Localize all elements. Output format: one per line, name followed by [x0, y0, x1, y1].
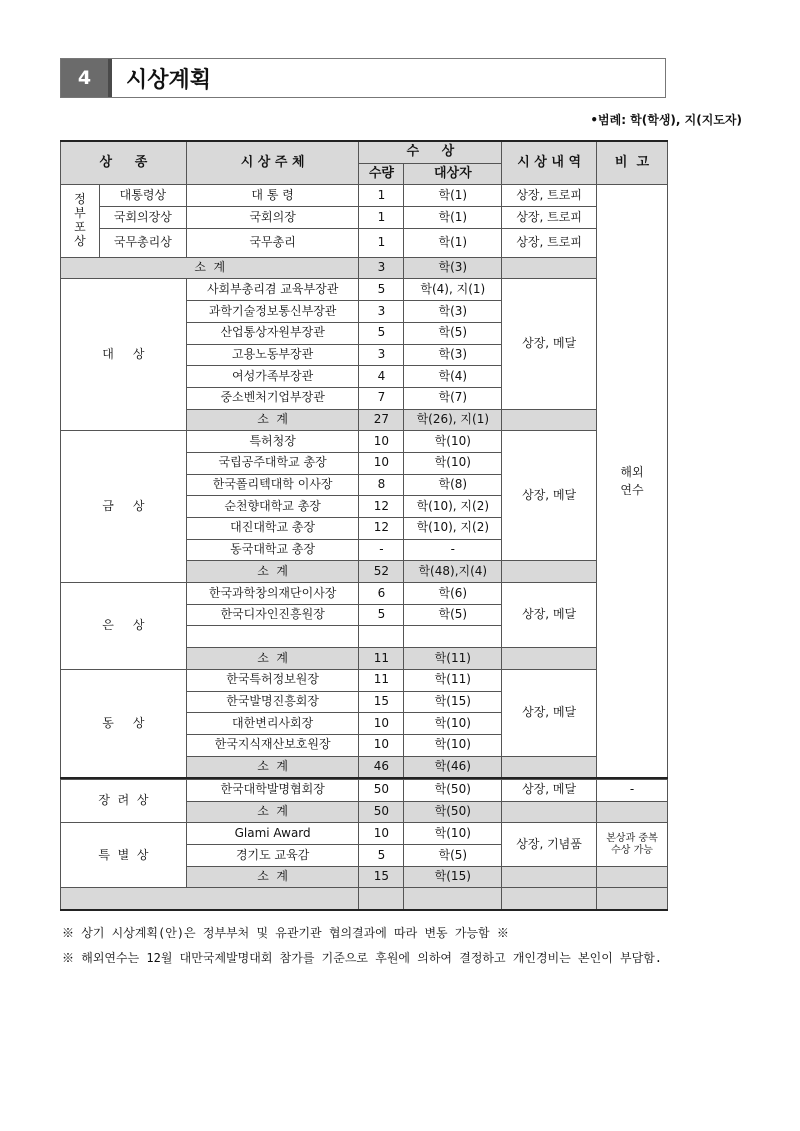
organizer-cell: 동국대학교 총장	[186, 539, 359, 561]
total-row	[61, 888, 668, 910]
target-cell: 학(1)	[404, 185, 502, 207]
award-name: 국회의장상	[99, 207, 186, 229]
footnote: ※ 상기 시상계획(안)은 정부부처 및 유관기관 협의결과에 따라 변동 가능함 ※	[62, 926, 509, 940]
subtotal-qty: 3	[359, 257, 404, 279]
organizer-cell: 경기도 교육감	[186, 845, 359, 867]
quantity-cell: 7	[359, 387, 404, 409]
detail-cell: 상장, 메달	[502, 583, 597, 648]
encourage-category-label: 장 려 상	[61, 780, 187, 823]
detail-cell: 상장, 트로피	[502, 228, 597, 257]
organizer-cell: 대 통 령	[186, 185, 359, 207]
table-row	[61, 207, 668, 229]
quantity-cell: 5	[359, 845, 404, 867]
target-cell: -	[404, 539, 502, 561]
target-cell: 학(10), 지(2)	[404, 518, 502, 540]
quantity-cell: 10	[359, 452, 404, 474]
subtotal-target: 학(46)	[404, 756, 502, 778]
subtotal-label: 소 계	[186, 561, 359, 583]
target-cell: 학(8)	[404, 474, 502, 496]
quantity-cell: 50	[359, 780, 404, 802]
detail-cell: 상장, 메달	[502, 780, 597, 802]
footnote: ※ 해외연수는 12월 대만국제발명대회 참가를 기준으로 후원에 의하여 결정하고 개인경비는 본인이 부담함.	[62, 951, 663, 965]
subtotal-qty: 11	[359, 648, 404, 670]
header-remarks: 비 고	[597, 141, 668, 185]
detail-cell: 상장, 메달	[502, 431, 597, 561]
detail-cell: 상장, 트로피	[502, 207, 597, 229]
organizer-cell: 한국과학창의재단이사장	[186, 583, 359, 605]
subtotal-detail	[502, 801, 597, 823]
quantity-cell: 12	[359, 518, 404, 540]
quantity-cell: 5	[359, 604, 404, 626]
subtotal-remark	[596, 801, 667, 823]
target-cell: 학(10)	[404, 452, 502, 474]
target-cell: 학(1)	[404, 228, 502, 257]
subtotal-label: 소 계	[61, 257, 359, 279]
quantity-cell: 1	[359, 207, 404, 229]
subtotal-qty: 46	[359, 756, 404, 778]
footnotes	[62, 921, 662, 971]
quantity-cell: 3	[359, 301, 404, 323]
detail-cell: 상장, 메달	[502, 669, 597, 756]
subtotal-qty: 27	[359, 409, 404, 431]
total-detail	[502, 888, 597, 910]
remark-cell: -	[596, 780, 667, 802]
organizer-cell	[186, 626, 359, 648]
header-quantity: 수량	[359, 163, 404, 185]
table-row	[61, 279, 668, 301]
quantity-cell	[359, 626, 404, 648]
target-cell: 학(10)	[404, 713, 502, 735]
header-awardees: 수 상	[359, 141, 502, 163]
subtotal-row	[61, 257, 668, 279]
subtotal-detail	[502, 866, 597, 888]
quantity-cell: 15	[359, 691, 404, 713]
subtotal-qty: 50	[359, 801, 404, 823]
remark-overseas: 해외 연수	[597, 185, 668, 778]
organizer-cell: 순천향대학교 총장	[186, 496, 359, 518]
subtotal-detail	[502, 409, 597, 431]
subtotal-target: 학(26), 지(1)	[404, 409, 502, 431]
special-category-label: 특 별 상	[61, 823, 187, 888]
bronze-category-label: 동 상	[61, 669, 187, 778]
organizer-cell: 여성가족부장관	[186, 366, 359, 388]
subtotal-qty: 15	[359, 866, 404, 888]
subtotal-detail	[502, 561, 597, 583]
remark-cell: 본상과 중복 수상 가능	[596, 823, 667, 866]
section-number: 4	[61, 59, 108, 97]
target-cell: 학(10)	[404, 823, 502, 845]
target-cell: 학(50)	[404, 780, 502, 802]
organizer-cell: 한국폴리텍대학 이사장	[186, 474, 359, 496]
target-cell: 학(6)	[404, 583, 502, 605]
table-row	[61, 431, 668, 453]
organizer-cell: 한국발명진흥회장	[186, 691, 359, 713]
target-cell: 학(1)	[404, 207, 502, 229]
organizer-cell: 대진대학교 총장	[186, 518, 359, 540]
award-name: 국무총리상	[99, 228, 186, 257]
organizer-cell: 과학기술정보통신부장관	[186, 301, 359, 323]
target-cell: 학(4), 지(1)	[404, 279, 502, 301]
quantity-cell: 4	[359, 366, 404, 388]
quantity-cell: 6	[359, 583, 404, 605]
subtotal-target: 학(15)	[404, 866, 502, 888]
quantity-cell: 5	[359, 279, 404, 301]
detail-cell: 상장, 트로피	[502, 185, 597, 207]
organizer-cell: 고용노동부장관	[186, 344, 359, 366]
award-plan-table-lower	[60, 779, 668, 911]
subtotal-label: 소 계	[186, 409, 359, 431]
legend: •범례: 학(학생), 지(지도자)	[590, 113, 742, 127]
table-row	[61, 228, 668, 257]
total-remark	[596, 888, 667, 910]
quantity-cell: 10	[359, 431, 404, 453]
quantity-cell: 11	[359, 669, 404, 691]
target-cell: 학(5)	[404, 322, 502, 344]
quantity-cell: 8	[359, 474, 404, 496]
target-cell: 학(3)	[404, 344, 502, 366]
subtotal-qty: 52	[359, 561, 404, 583]
subtotal-target: 학(50)	[404, 801, 502, 823]
quantity-cell: 12	[359, 496, 404, 518]
target-cell: 학(10)	[404, 431, 502, 453]
section-title: 시상계획	[126, 67, 212, 93]
organizer-cell: 한국대학발명협회장	[186, 780, 359, 802]
subtotal-label: 소 계	[186, 756, 359, 778]
header-organizer: 시 상 주 체	[186, 141, 359, 185]
subtotal-label: 소 계	[186, 801, 359, 823]
target-cell: 학(15)	[404, 691, 502, 713]
subtotal-remark	[596, 866, 667, 888]
subtotal-target: 학(48),지(4)	[404, 561, 502, 583]
organizer-cell: 대한변리사회장	[186, 713, 359, 735]
subtotal-label: 소 계	[186, 866, 359, 888]
organizer-cell: 국무총리	[186, 228, 359, 257]
detail-cell: 상장, 기념품	[502, 823, 597, 866]
detail-cell: 상장, 메달	[502, 279, 597, 409]
subtotal-detail	[502, 648, 597, 670]
table-row	[61, 185, 668, 207]
section-header	[60, 58, 666, 98]
organizer-cell: 중소벤처기업부장관	[186, 387, 359, 409]
grand-category-label: 대 상	[61, 279, 187, 431]
quantity-cell: 1	[359, 185, 404, 207]
target-cell: 학(7)	[404, 387, 502, 409]
header-target: 대상자	[404, 163, 502, 185]
subtotal-label: 소 계	[186, 648, 359, 670]
quantity-cell: 10	[359, 713, 404, 735]
organizer-cell: 국회의장	[186, 207, 359, 229]
organizer-cell: 한국특허정보원장	[186, 669, 359, 691]
quantity-cell: 10	[359, 734, 404, 756]
quantity-cell: 10	[359, 823, 404, 845]
quantity-cell: 5	[359, 322, 404, 344]
target-cell: 학(5)	[404, 604, 502, 626]
total-qty	[359, 888, 404, 910]
target-cell: 학(10), 지(2)	[404, 496, 502, 518]
gov-category-label: 정 부 포 상	[61, 185, 100, 257]
award-plan-table	[60, 140, 668, 779]
target-cell: 학(5)	[404, 845, 502, 867]
subtotal-target: 학(3)	[404, 257, 502, 279]
target-cell	[404, 626, 502, 648]
award-name: 대통령상	[99, 185, 186, 207]
total-label	[61, 888, 359, 910]
organizer-cell: 사회부총리겸 교육부장관	[186, 279, 359, 301]
gold-category-label: 금 상	[61, 431, 187, 583]
organizer-cell: 한국디자인진흥원장	[186, 604, 359, 626]
quantity-cell: 1	[359, 228, 404, 257]
subtotal-detail	[502, 756, 597, 778]
quantity-cell: 3	[359, 344, 404, 366]
subtotal-target: 학(11)	[404, 648, 502, 670]
target-cell: 학(4)	[404, 366, 502, 388]
table-row	[61, 823, 668, 845]
organizer-cell: 산업통상자원부장관	[186, 322, 359, 344]
target-cell: 학(3)	[404, 301, 502, 323]
silver-category-label: 은 상	[61, 583, 187, 670]
target-cell: 학(10)	[404, 734, 502, 756]
organizer-cell: 국립공주대학교 총장	[186, 452, 359, 474]
organizer-cell: Glami Award	[186, 823, 359, 845]
total-target	[404, 888, 502, 910]
organizer-cell: 특허청장	[186, 431, 359, 453]
organizer-cell: 한국지식재산보호원장	[186, 734, 359, 756]
header-category: 상 종	[61, 141, 187, 185]
table-row	[61, 583, 668, 605]
subtotal-detail	[502, 257, 597, 279]
table-row	[61, 669, 668, 691]
target-cell: 학(11)	[404, 669, 502, 691]
table-row	[61, 780, 668, 802]
quantity-cell: -	[359, 539, 404, 561]
header-details: 시 상 내 역	[502, 141, 597, 185]
